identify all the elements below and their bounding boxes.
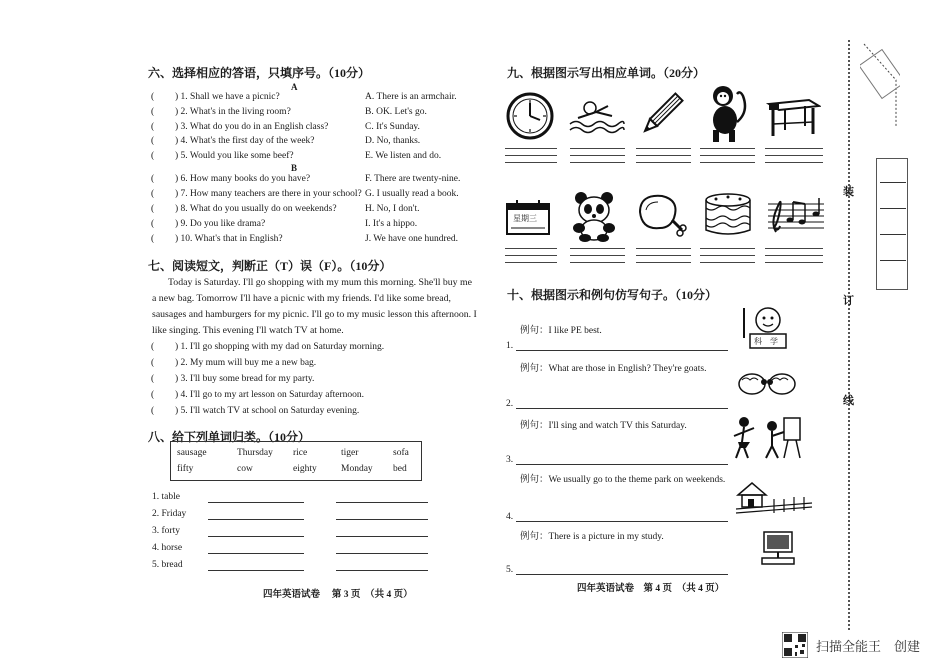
watermark-text: 扫描全能王 创建: [816, 640, 921, 655]
classify-item: 5. bread: [152, 560, 183, 570]
qr-code-icon: [782, 632, 808, 658]
classify-blank-2[interactable]: [336, 570, 428, 571]
clock-icon: [505, 90, 555, 142]
word-bank-word: Thursday: [237, 448, 273, 458]
bind-label-2: 订: [843, 295, 854, 307]
calendar-icon: [505, 198, 551, 236]
classify-blank-2[interactable]: [336, 553, 428, 554]
judgement-paren[interactable]: (: [151, 390, 155, 400]
word-bank-word: cow: [237, 464, 253, 474]
example-sentence-5: 例句：There is a picture in my study.: [520, 532, 664, 542]
answer-option: G. I usually read a book.: [365, 189, 459, 199]
answer-option: J. We have one hundred.: [365, 234, 458, 244]
classify-item: 4. horse: [152, 543, 183, 553]
answer-paren[interactable]: (: [151, 151, 155, 161]
word-bank-word: sofa: [393, 448, 409, 458]
left-footer: 四年英语试卷 第 3 页 （共 4 页）: [263, 590, 413, 600]
question-text: ) 6. How many books do you have?: [175, 174, 311, 184]
student-info-box: [876, 158, 908, 290]
word-bank-word: fifty: [177, 464, 194, 474]
section-7-title: 七、阅读短文，判断正（T）误（F）。（10分）: [148, 259, 392, 273]
music-notes-icon: [766, 192, 826, 238]
answer-paren[interactable]: (: [151, 174, 155, 184]
sing-and-paint-picture: [732, 414, 802, 460]
judgement-paren[interactable]: (: [151, 342, 155, 352]
desk-icon: [765, 94, 821, 140]
example-sentence-1: 例句：I like PE best.: [520, 326, 602, 336]
group-b-label: B: [291, 163, 298, 173]
section-9-title: 九、根据图示写出相应单词。（20分）: [507, 66, 706, 80]
group-a-label: A: [291, 82, 298, 92]
answer-option: H. No, I don't.: [365, 204, 420, 214]
word-bank-word: rice: [293, 448, 308, 458]
classify-blank-1[interactable]: [208, 519, 304, 520]
answer-paren[interactable]: (: [151, 107, 155, 117]
answer-line-4: [516, 521, 728, 522]
right-footer: 四年英语试卷 第 4 页 （共 4 页）: [577, 584, 725, 594]
answer-option: D. No, thanks.: [365, 136, 421, 146]
judgement-paren[interactable]: (: [151, 406, 155, 416]
word-bank-word: Monday: [341, 464, 373, 474]
bind-label-3: 线: [843, 395, 854, 407]
classify-item: 2. Friday: [152, 509, 187, 519]
classify-blank-2[interactable]: [336, 502, 428, 503]
classify-blank-1[interactable]: [208, 570, 304, 571]
classify-blank-2[interactable]: [336, 536, 428, 537]
question-text: ) 4. What's the first day of the week?: [175, 136, 315, 146]
word-bank-box: [170, 441, 422, 481]
calendar-label: 星期三: [513, 214, 537, 223]
theme-park-picture: [734, 475, 814, 515]
answer-number-5: 5.: [506, 565, 514, 575]
answer-paren[interactable]: (: [151, 234, 155, 244]
judgement-statement: ) 4. I'll go to my art lesson on Saturday afternoon.: [175, 390, 365, 400]
section-10-title: 十、根据图示和例句仿写句子。（10分）: [507, 288, 718, 302]
goats-picture: [736, 370, 798, 398]
answer-line-5: [516, 574, 728, 575]
passage-line-2: a new bag. Tomorrow I'll have a picnic with my friends. I'd like some bread,: [152, 293, 451, 304]
answer-number-2: 2.: [506, 399, 514, 409]
judgement-statement: ) 2. My mum will buy me a new bag.: [175, 358, 317, 368]
answer-paren[interactable]: (: [151, 219, 155, 229]
question-text: ) 1. Shall we have a picnic?: [175, 92, 280, 102]
bind-label-1: 装: [843, 186, 854, 198]
answer-number-1: 1.: [506, 341, 514, 351]
answer-option: I. It's a hippo.: [365, 219, 418, 229]
example-sentence-4: 例句：We usually go to the theme park on weekends.: [520, 475, 726, 485]
answer-paren[interactable]: (: [151, 189, 155, 199]
section-8-title: 八、给下列单词归类。（10分）: [148, 430, 311, 444]
answer-paren[interactable]: (: [151, 204, 155, 214]
question-text: ) 7. How many teachers are there in your school?: [175, 189, 362, 199]
passage-line-3: sausages and hamburgers for my picnic. I'll go to my music lesson this afternoon. I: [152, 309, 477, 320]
judgement-paren[interactable]: (: [151, 358, 155, 368]
answer-option: F. There are twenty-nine.: [365, 174, 461, 184]
question-text: ) 3. What do you do in an English class?: [175, 122, 329, 132]
cake-icon: [700, 192, 756, 238]
classify-blank-2[interactable]: [336, 519, 428, 520]
passage-line-4: like singing. This evening I'll watch TV at home.: [152, 325, 344, 336]
chicken-leg-icon: [636, 192, 688, 238]
classify-blank-1[interactable]: [208, 502, 304, 503]
example-sentence-3: 例句：I'll sing and watch TV this Saturday.: [520, 421, 687, 431]
dotted-binding-line: [848, 40, 850, 630]
answer-paren[interactable]: (: [151, 122, 155, 132]
computer-picture: [758, 530, 798, 566]
section-6-title: 六、选择相应的答语，只填序号。（10分）: [148, 66, 371, 80]
judgement-statement: ) 1. I'll go shopping with my dad on Saturday morning.: [175, 342, 385, 352]
pencil-icon: [636, 88, 688, 140]
judgement-statement: ) 3. I'll buy some bread for my party.: [175, 374, 315, 384]
question-text: ) 5. Would you like some beef?: [175, 151, 294, 161]
answer-option: E. We listen and do.: [365, 151, 442, 161]
judgement-paren[interactable]: (: [151, 374, 155, 384]
answer-paren[interactable]: (: [151, 136, 155, 146]
monkey-icon: [703, 82, 749, 144]
word-bank-word: tiger: [341, 448, 359, 458]
passage-line-1: Today is Saturday. I'll go shopping with my mum this morning. She'll buy me: [168, 277, 472, 288]
word-bank-word: sausage: [177, 448, 207, 458]
classify-blank-1[interactable]: [208, 536, 304, 537]
example-sentence-2: 例句：What are those in English? They're goats.: [520, 364, 707, 374]
classify-item: 3. forty: [152, 526, 180, 536]
answer-option: B. OK. Let's go.: [365, 107, 427, 117]
corner-stamp: [860, 40, 900, 130]
answer-option: C. It's Sunday.: [365, 122, 420, 132]
answer-line-1: [516, 350, 728, 351]
classify-item: 1. table: [152, 492, 180, 502]
judgement-statement: ) 5. I'll watch TV at school on Saturday evening.: [175, 406, 360, 416]
science-label: 科 学: [754, 337, 778, 346]
classify-blank-1[interactable]: [208, 553, 304, 554]
answer-option: A. There is an armchair.: [365, 92, 457, 102]
answer-line-2: [516, 408, 728, 409]
word-bank-word: eighty: [293, 464, 317, 474]
question-text: ) 9. Do you like drama?: [175, 219, 266, 229]
question-text: ) 2. What's in the living room?: [175, 107, 291, 117]
answer-number-4: 4.: [506, 512, 514, 522]
science-class-picture: [738, 304, 788, 350]
answer-number-3: 3.: [506, 455, 514, 465]
answer-line-3: [516, 464, 728, 465]
word-bank-word: bed: [393, 464, 407, 474]
question-text: ) 8. What do you usually do on weekends?: [175, 204, 337, 214]
question-text: ) 10. What's that in English?: [175, 234, 283, 244]
answer-paren[interactable]: (: [151, 92, 155, 102]
panda-icon: [567, 190, 621, 242]
swimmer-icon: [568, 98, 626, 136]
